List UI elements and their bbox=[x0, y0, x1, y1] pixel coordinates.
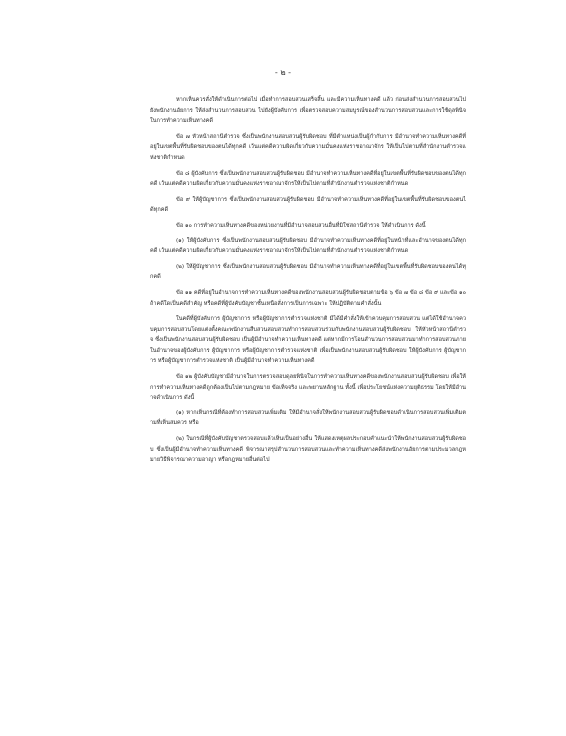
document-body bbox=[150, 95, 466, 471]
paragraph-clause-11: ข้อ ๑๑ คดีที่อยู่ในอำนาจการทำความเห็นทางคดีของพนักงานสอบสวนผู้รับผิดชอบตามข้อ ๖ ข้อ ๗ ข้อ ๘ ข้อ ๙ และข้อ ๑๐ ถ้าคดีใดเป็นคดีสำคัญ หรือคดีที่ผู้บังคับบัญชาชั้นเหนือสั่งการเป็นการเฉพาะ ให้ปฏิบัติตามคำสั่งนั้น bbox=[150, 289, 466, 307]
paragraph-clause-12-1: (๑) หากเห็นกรณีที่ต้องทำการสอบสวนเพิ่มเติม ให้มีอำนาจสั่งให้พนักงานสอบสวนผู้รับผิดชอบดำเนินการสอบสวนเพิ่มเติมตามที่เห็นสมควร หรือ bbox=[150, 409, 466, 427]
paragraph-clause-12-2: (๒) ในกรณีที่ผู้บังคับบัญชาตรวจสอบแล้วเห็นเป็นอย่างอื่น ให้แสดงเหตุผลประกอบคำแนะนำให้พนักงานสอบสวนผู้รับผิดชอบ ซึ่งเป็นผู้มีอำนาจทำความเห็นทางคดี พิจารณาสรุปสำนวนการสอบสวนและทำความเห็นทางคดีส่งพนักงานอัยการตามประมวลกฎหมายวิธีพิจารณาความอาญา หรือกฎหมายอื่นต่อไป bbox=[150, 436, 466, 464]
paragraph-clause-7: ข้อ ๗ หัวหน้าสถานีตำรวจ ซึ่งเป็นพนักงานสอบสวนผู้รับผิดชอบ ที่มีตำแหน่งเป็นผู้กำกับการ มีอำนาจทำความเห็นทางคดีที่อยู่ในเขตพื้นที่รับผิดชอบของตนได้ทุกคดี เว้นแต่คดีความผิดเกี่ยวกับความมั่นคงแห่งราชอาณาจักร ให้เป็นไปตามที่สำนักงานตำรวจแห่งชาติกำหนด bbox=[150, 133, 466, 161]
paragraph-clause-12: ข้อ ๑๒ ผู้บังคับบัญชามีอำนาจในการตรวจสอบดุลยพินิจในการทำความเห็นทางคดีของพนักงานสอบสวนผู้รับผิดชอบ เพื่อให้การทำความเห็นทางคดีถูกต้องเป็นไปตามกฎหมาย ข้อเท็จจริง และพยานหลักฐาน ทั้งนี้ เพื่อประโยชน์แห่งความยุติธรรม โดยให้มีอำนาจดำเนินการ ดังนี้ bbox=[150, 374, 466, 402]
paragraph-clause-10-2: (๒) ให้ผู้บัญชาการ ซึ่งเป็นพนักงานสอบสวนผู้รับผิดชอบ มีอำนาจทำความเห็นทางคดีที่อยู่ในเขตพื้นที่รับผิดชอบของตนได้ทุกคดี bbox=[150, 263, 466, 281]
paragraph-clause-11-detail: ในคดีที่ผู้บังคับการ ผู้บัญชาการ หรือผู้บัญชาการตำรวจแห่งชาติ มีได้มีคำสั่งให้เข้าควบคุมการสอบสวน แต่ได้ใช้อำนาจควบคุมการสอบสวนโดยแต่งตั้งคณะพนักงานสืบสวนสอบสวนทำการสอบสวนร่วมกับพนักงานสอบสวนผู้รับผิดชอบ ให้หัวหน้าสถานีตำรวจ ซึ่งเป็นพนักงานสอบสวนผู้รับผิดชอบ เป็นผู้มีอำนาจทำความเห็นทางคดี แต่หากมีการโอนสำนวนการสอบสวนมาทำการสอบสวนภายในอำนาจของผู้บังคับการ ผู้บัญชาการ หรือผู้บัญชาการตำรวจแห่งชาติ เพื่อเป็นพนักงานสอบสวนผู้รับผิดชอบ ให้ผู้บังคับการ ผู้บัญชาการ หรือผู้บัญชาการตำรวจแห่งชาติ เป็นผู้มีอำนาจทำความเห็นทางคดี bbox=[150, 316, 466, 365]
paragraph-clause-8: ข้อ ๘ ผู้บังคับการ ซึ่งเป็นพนักงานสอบสวนผู้รับผิดชอบ มีอำนาจทำความเห็นทางคดีที่อยู่ในเขตพื้นที่รับผิดชอบของตนได้ทุกคดี เว้นแต่คดีความผิดเกี่ยวกับความมั่นคงแห่งราชอาณาจักรให้เป็นไปตามที่สำนักงานตำรวจแห่งชาติกำหนด bbox=[150, 170, 466, 188]
paragraph-intro: หากเห็นควรสั่งให้ดำเนินการต่อไป เมื่อทำการสอบสวนเสร็จสิ้น และมีความเห็นทางคดี แล้ว ก่อนส่งสำนวนการสอบสวนไปยังพนักงานอัยการ ให้ส่งสำนวนการสอบสวน ไปยังผู้บังคับการ เพื่อตรวจสอบความสมบูรณ์ของสำนวนการสอบสวนและการใช้ดุลพินิจในการทำความเห็นทางคดี bbox=[150, 97, 466, 125]
paragraph-clause-9: ข้อ ๙ ให้ผู้บัญชาการ ซึ่งเป็นพนักงานสอบสวนผู้รับผิดชอบ มีอำนาจทำความเห็นทางคดีที่อยู่ในเขตพื้นที่รับผิดชอบของตนได้ทุกคดี bbox=[150, 196, 466, 214]
paragraph-clause-10-1: (๑) ให้ผู้บังคับการ ซึ่งเป็นพนักงานสอบสวนผู้รับผิดชอบ มีอำนาจทำความเห็นทางคดีที่อยู่ในหน้าที่และอำนาจของตนได้ทุกคดี เว้นแต่คดีความผิดเกี่ยวกับความมั่นคงแห่งราชอาณาจักรให้เป็นไปตามที่สำนักงานตำรวจแห่งชาติกำหนด bbox=[150, 237, 466, 255]
page-number: - ๒ - bbox=[274, 68, 292, 77]
paragraph-clause-10: ข้อ ๑๐ การทำความเห็นทางคดีของหน่วยงานที่มีอำนาจสอบสวนอื่นที่มิใช่สถานีตำรวจ ให้ดำเนินการ ดังนี้ bbox=[176, 222, 426, 229]
